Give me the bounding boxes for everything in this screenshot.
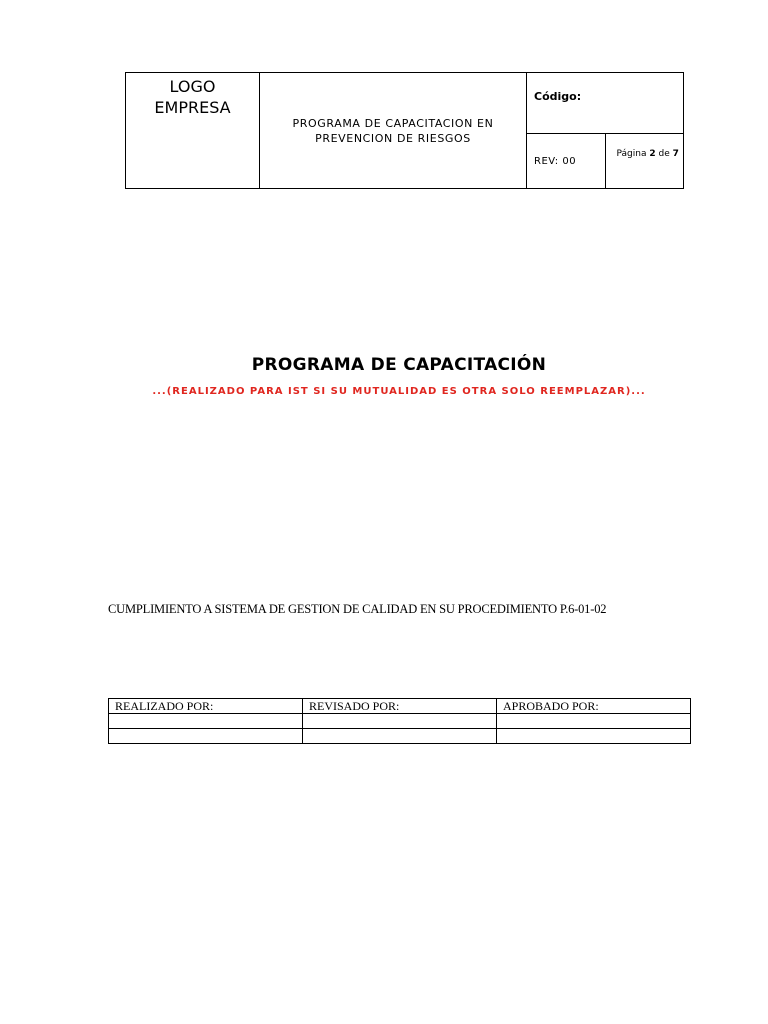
approval-signature-table <box>108 698 691 744</box>
page-title: PROGRAMA DE CAPACITACIÓN <box>251 355 547 375</box>
page-of: de <box>658 149 670 159</box>
page-total: 7 <box>672 149 679 159</box>
reviewed-by-header: REVISADO POR: <box>303 699 497 714</box>
logo-cell <box>126 73 260 189</box>
logo-line-2: EMPRESA <box>154 98 231 117</box>
page-number <box>606 134 684 159</box>
signature-header-row <box>109 699 691 714</box>
page-prefix: Página <box>616 149 647 159</box>
reviewed-by-cell <box>303 714 497 729</box>
header-title-line-1: PROGRAMA DE CAPACITACION EN <box>292 116 494 130</box>
company-logo-placeholder <box>126 76 259 118</box>
logo-line-1: LOGO <box>169 77 216 96</box>
header-title <box>260 116 526 146</box>
revision-label: REV: 00 <box>534 155 577 167</box>
page-current: 2 <box>649 149 656 159</box>
page-number-cell <box>605 134 684 189</box>
signature-row <box>109 714 691 729</box>
document-header-table <box>125 72 684 189</box>
compliance-statement: CUMPLIMIENTO A SISTEMA DE GESTION DE CALIDAD EN SU PROCEDIMIENTO P.6-01-02 <box>108 602 607 616</box>
made-by-cell <box>109 714 303 729</box>
made-by-cell <box>109 729 303 744</box>
approved-by-cell <box>497 729 691 744</box>
approved-by-header: APROBADO POR: <box>497 699 691 714</box>
reviewed-by-cell <box>303 729 497 744</box>
approved-by-cell <box>497 714 691 729</box>
revision-cell <box>527 134 606 189</box>
made-by-header: REALIZADO POR: <box>109 699 303 714</box>
code-label: Código: <box>534 90 582 103</box>
header-title-cell <box>260 73 527 189</box>
page-subtitle-note: ...(REALIZADO PARA IST SI SU MUTUALIDAD ES OTRA SOLO REEMPLAZAR)... <box>152 386 646 397</box>
signature-row <box>109 729 691 744</box>
code-cell <box>527 73 684 134</box>
header-title-line-2: PREVENCION DE RIESGOS <box>315 131 471 145</box>
